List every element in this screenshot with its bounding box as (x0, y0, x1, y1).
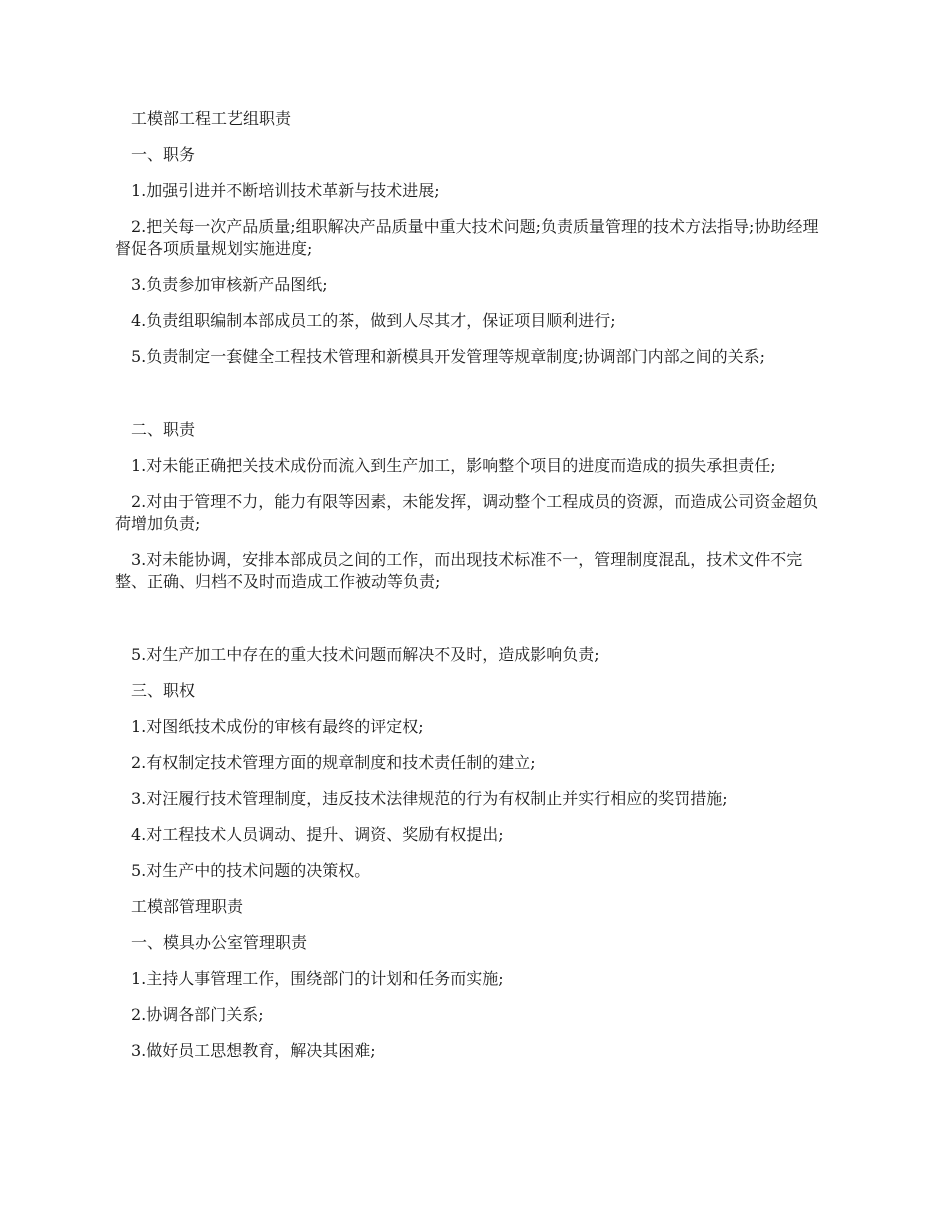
document-body (115, 108, 833, 1062)
authority-item-2: 2.有权制定技术管理方面的规章制度和技术责任制的建立; (131, 753, 536, 772)
responsibility-item-1: 1.对未能正确把关技术成份而流入到生产加工，影响整个项目的进度而造成的损失承担责任; (131, 456, 776, 475)
responsibility-item-5: 5.对生产加工中存在的重大技术问题而解决不及时，造成影响负责; (131, 645, 600, 664)
duty-item-5: 5.负责制定一套健全工程技术管理和新模具开发管理等规章制度;协调部门内部之间的关系; (131, 347, 766, 366)
duty-item-3: 3.负责参加审核新产品图纸; (131, 275, 328, 294)
section-heading-duties: 一、职务 (131, 145, 196, 164)
duty-item-2: 2.把关每一次产品质量;组职解决产品质量中重大技术问题;负责质量管理的技术方法指导;协助经理督促各项质量规划实施进度; (115, 217, 819, 258)
section-heading-responsibilities: 二、职责 (131, 420, 196, 439)
responsibility-item-2: 2.对由于管理不力，能力有限等因素，未能发挥，调动整个工程成员的资源，而造成公司资金超负荷增加负责; (115, 492, 819, 533)
authority-item-5: 5.对生产中的技术问题的决策权。 (131, 861, 371, 880)
office-item-1: 1.主持人事管理工作，围绕部门的计划和任务而实施; (131, 969, 504, 988)
duty-item-4: 4.负责组职编制本部成员工的茶，做到人尽其才，保证项目顺利进行; (131, 311, 616, 330)
part2-title: 工模部管理职责 (131, 897, 244, 916)
office-item-3: 3.做好员工思想教育，解决其困难; (131, 1041, 376, 1060)
responsibility-item-3: 3.对未能协调，安排本部成员之间的工作，而出现技术标准不一，管理制度混乱，技术文件不完整、正确、归档不及时而造成工作被动等负责; (115, 550, 803, 591)
authority-item-1: 1.对图纸技术成份的审核有最终的评定权; (131, 717, 424, 736)
section-heading-authority: 三、职权 (131, 681, 196, 700)
authority-item-4: 4.对工程技术人员调动、提升、调资、奖励有权提出; (131, 825, 504, 844)
office-item-2: 2.协调各部门关系; (131, 1005, 264, 1024)
authority-item-3: 3.对汪履行技术管理制度，违反技术法律规范的行为有权制止并实行相应的奖罚措施; (131, 789, 728, 808)
duty-item-1: 1.加强引进并不断培训技术革新与技术进展; (131, 181, 440, 200)
section-heading-office: 一、模具办公室管理职责 (131, 933, 308, 952)
document-title: 工模部工程工艺组职责 (131, 109, 292, 128)
